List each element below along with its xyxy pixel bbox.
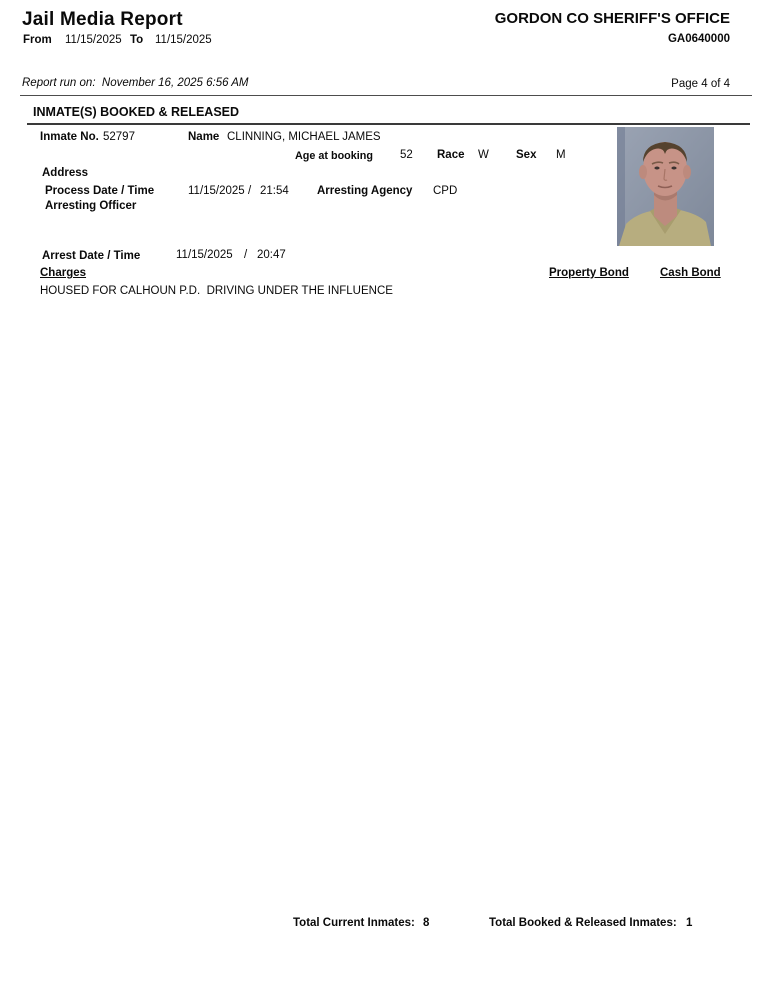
- arrest-date-value: 11/15/2025: [176, 249, 233, 261]
- arresting-agency-label: Arresting Agency: [317, 185, 413, 197]
- inmate-photo: [617, 127, 714, 246]
- page-indicator: Page 4 of 4: [671, 78, 730, 90]
- sex-label: Sex: [516, 149, 537, 161]
- total-booked-released-label: Total Booked & Released Inmates:: [489, 917, 677, 929]
- total-current-inmates-label: Total Current Inmates:: [293, 917, 415, 929]
- report-run-label: Report run on:: [22, 77, 96, 89]
- section-title: INMATE(S) BOOKED & RELEASED: [33, 105, 240, 119]
- total-current-inmates-value: 8: [423, 917, 430, 929]
- inmate-no-label: Inmate No.: [40, 131, 99, 143]
- process-time-value: 21:54: [260, 185, 289, 197]
- property-bond-column-header: Property Bond: [549, 267, 629, 279]
- address-label: Address: [42, 167, 89, 179]
- name-value: CLINNING, MICHAEL JAMES: [227, 131, 381, 143]
- header-divider-line: [20, 95, 752, 96]
- cash-bond-column-header: Cash Bond: [660, 267, 721, 279]
- age-value: 52: [400, 149, 413, 161]
- process-date-value: 11/15/2025: [188, 185, 245, 197]
- race-label: Race: [437, 149, 465, 161]
- charges-column-header: Charges: [40, 267, 87, 279]
- name-label: Name: [188, 131, 220, 143]
- total-booked-released-value: 1: [686, 917, 693, 929]
- office-code: GA0640000: [667, 33, 730, 45]
- to-date-value: 11/15/2025: [155, 34, 212, 46]
- process-date-time-label: Process Date / Time: [45, 185, 155, 197]
- report-run-line: [22, 77, 249, 89]
- from-label: From: [23, 34, 52, 46]
- process-date-separator: /: [248, 185, 252, 197]
- arresting-officer-label: Arresting Officer: [45, 200, 137, 212]
- mugshot-graphic: [617, 127, 714, 246]
- office-name: GORDON CO SHERIFF'S OFFICE: [494, 10, 730, 27]
- arresting-agency-value: CPD: [433, 185, 458, 197]
- arrest-date-time-label: Arrest Date / Time: [42, 250, 141, 262]
- race-value: W: [478, 149, 489, 161]
- charges-value: HOUSED FOR CALHOUN P.D. DRIVING UNDER THE INFLUENCE: [40, 285, 393, 297]
- section-divider-line: [27, 123, 750, 125]
- sex-value: M: [556, 149, 566, 161]
- from-date-value: 11/15/2025: [65, 34, 122, 46]
- arrest-time-value: 20:47: [257, 249, 286, 261]
- inmate-no-value: 52797: [103, 131, 135, 143]
- arrest-date-separator: /: [244, 249, 248, 261]
- report-run-value: November 16, 2025 6:56 AM: [101, 77, 249, 89]
- report-title: Jail Media Report: [22, 9, 183, 30]
- age-at-booking-label: Age at booking: [295, 150, 373, 162]
- to-label: To: [130, 34, 144, 46]
